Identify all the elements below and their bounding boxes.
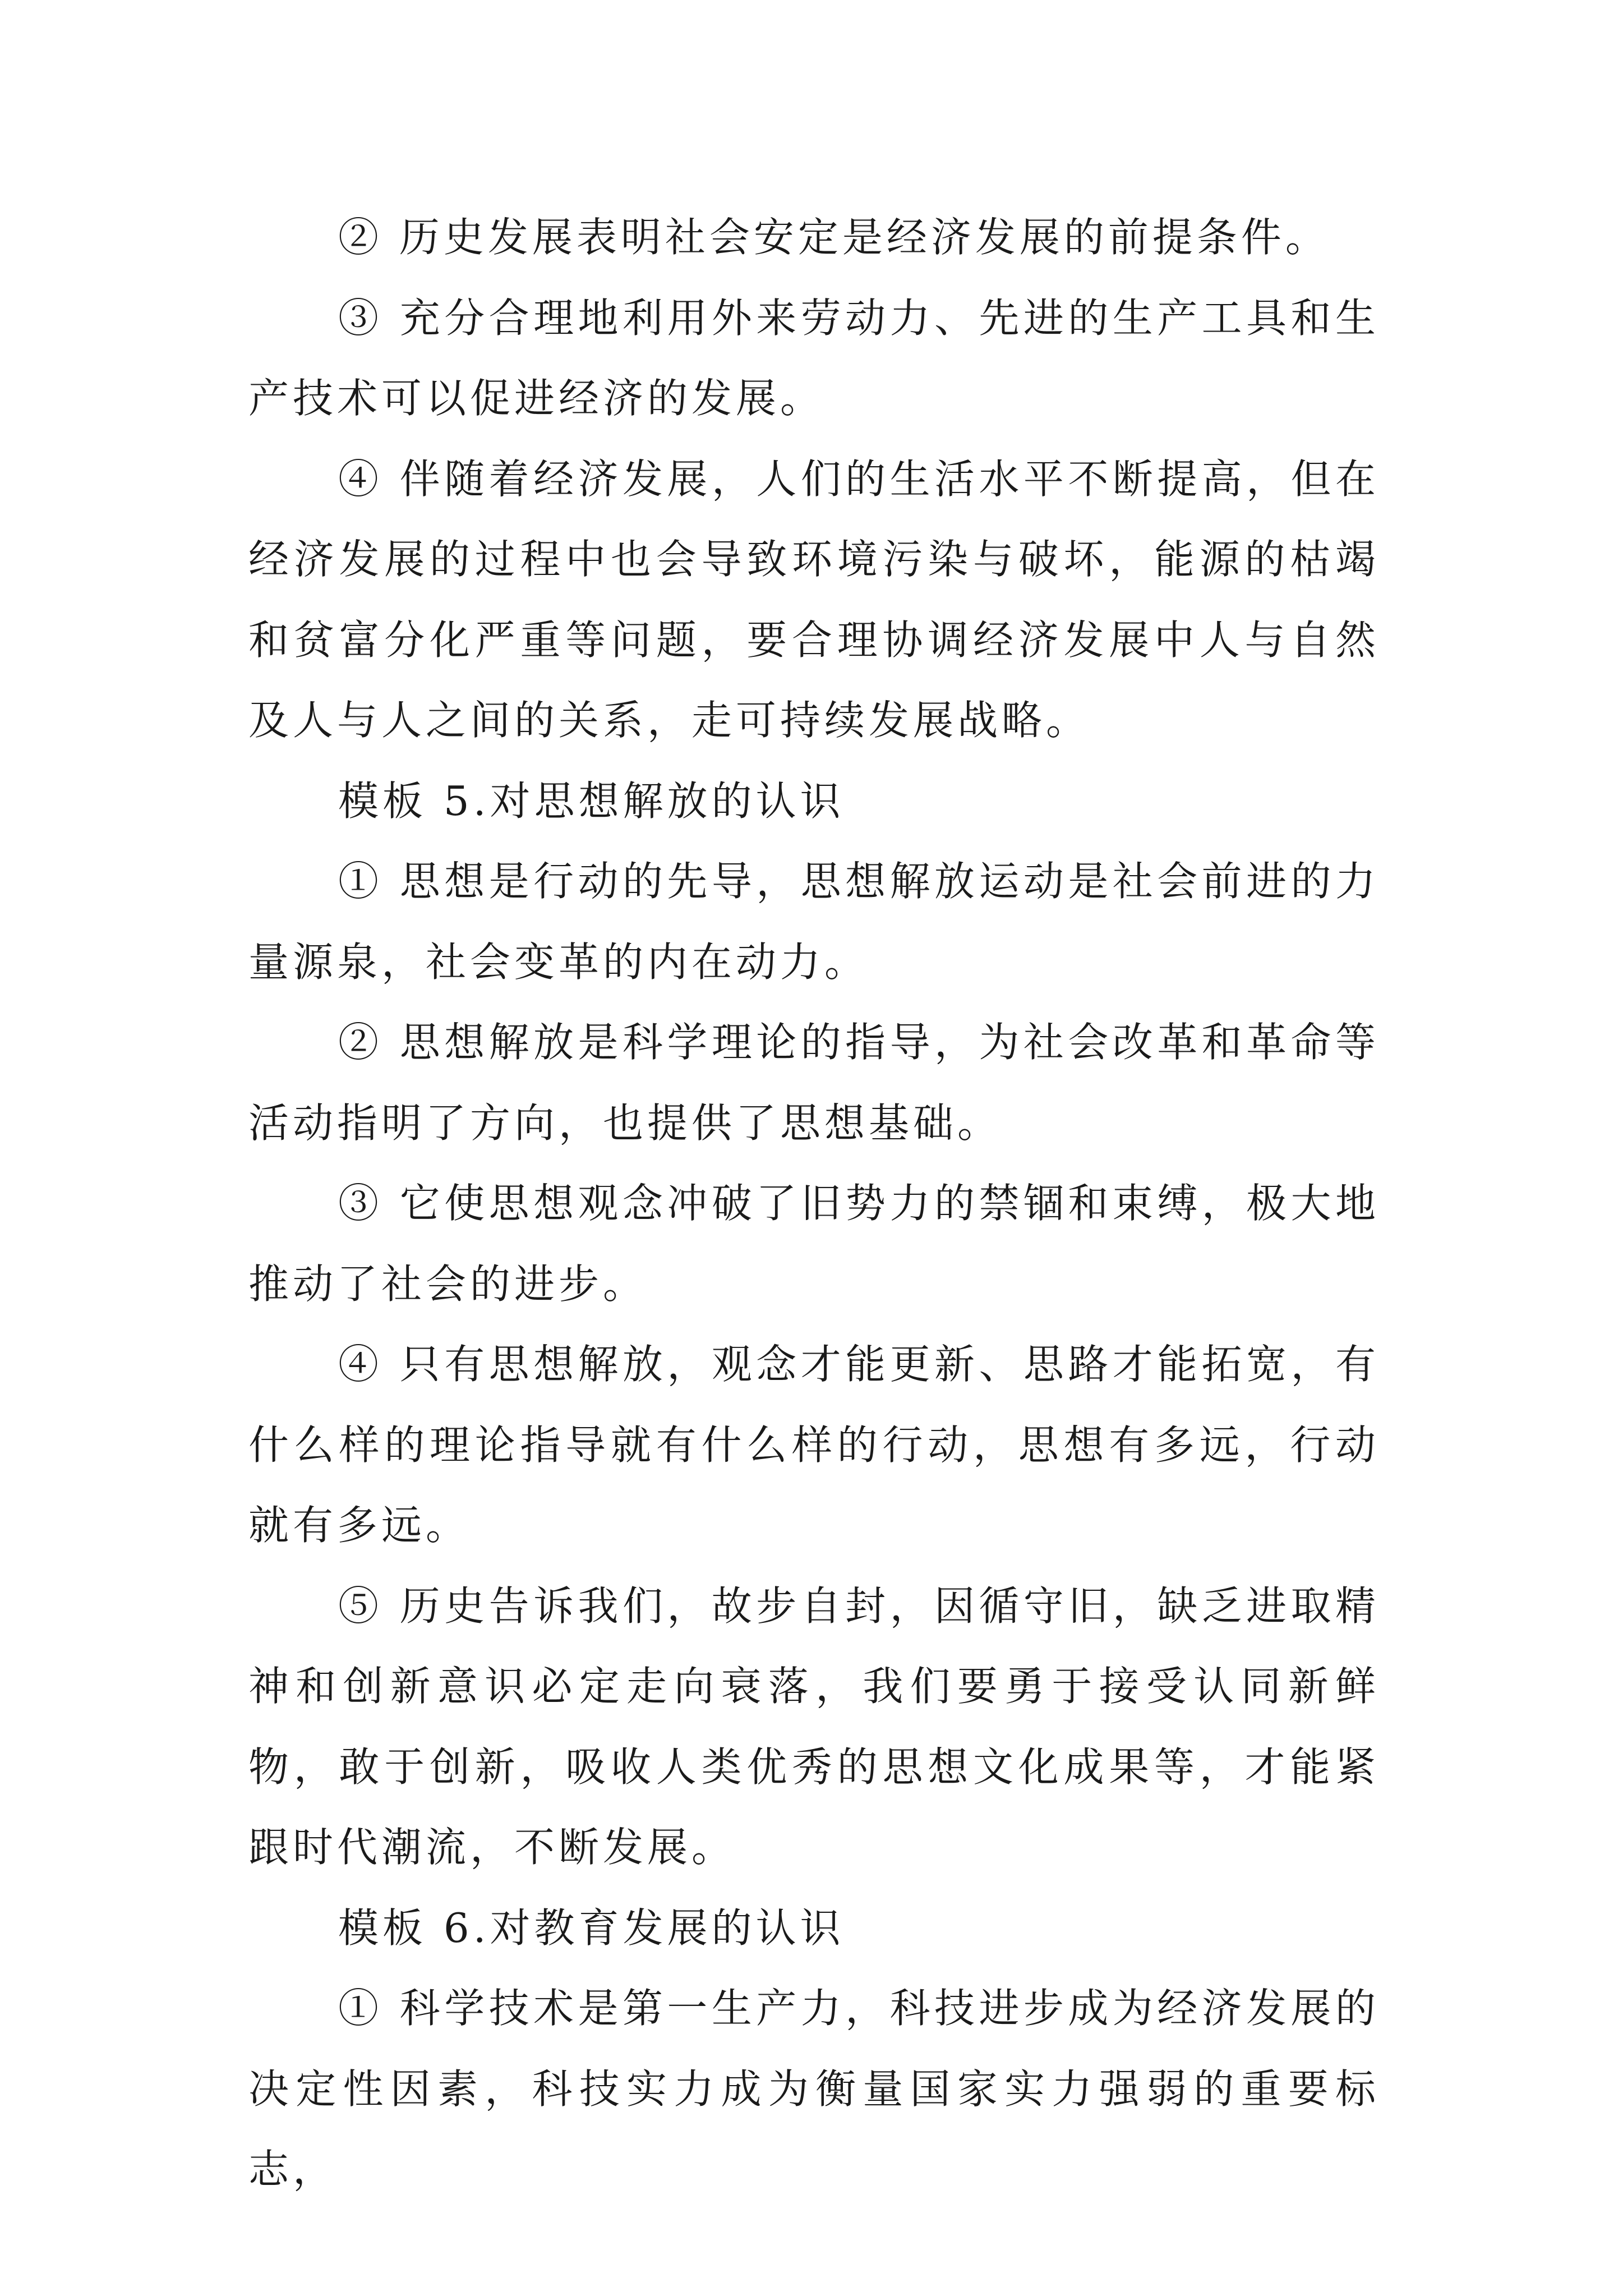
section-heading-template-6: 模板 6.对教育发展的认识	[338, 1904, 845, 1952]
paragraph-science-productivity: ① 科学技术是第一生产力，科技进步成为经济发展的决定性因素，科技实力成为衡量国家实力强弱的重要标志，	[248, 1985, 1380, 2193]
paragraph-renew-ideas: ④ 只有思想解放，观念才能更新、思路才能拓宽，有什么样的理论指导就有什么样的行动，思想有多远，行动就有多远。	[248, 1341, 1380, 1549]
document-page	[248, 197, 1380, 2210]
paragraph-scientific-theory: ② 思想解放是科学理论的指导，为社会改革和革命等活动指明了方向，也提供了思想基础。	[248, 1019, 1380, 1147]
paragraph-social-stability: ② 历史发展表明社会安定是经济发展的前提条件。	[338, 214, 1330, 261]
paragraph-thought-guides-action: ① 思想是行动的先导，思想解放运动是社会前进的力量源泉，社会变革的内在动力。	[248, 858, 1380, 986]
section-heading-template-5: 模板 5.对思想解放的认识	[338, 777, 845, 825]
paragraph-history-lesson: ⑤ 历史告诉我们，故步自封，因循守旧，缺乏进取精神和创新意识必定走向衰落，我们要勇于接受认同新鲜物，敢于创新，吸收人类优秀的思想文化成果等，才能紧跟时代潮流，不断发展。	[248, 1582, 1380, 1871]
paragraph-labor-technology: ③ 充分合理地利用外来劳动力、先进的生产工具和生产技术可以促进经济的发展。	[248, 294, 1380, 422]
paragraph-sustainable-development: ④ 伴随着经济发展，人们的生活水平不断提高，但在经济发展的过程中也会导致环境污染与破坏，能源的枯竭和贫富分化严重等问题，要合理协调经济发展中人与自然及人与人之间的关系，走可持续发展战略。	[248, 455, 1380, 744]
paragraph-break-old-forces: ③ 它使思想观念冲破了旧势力的禁锢和束缚，极大地推动了社会的进步。	[248, 1180, 1380, 1308]
